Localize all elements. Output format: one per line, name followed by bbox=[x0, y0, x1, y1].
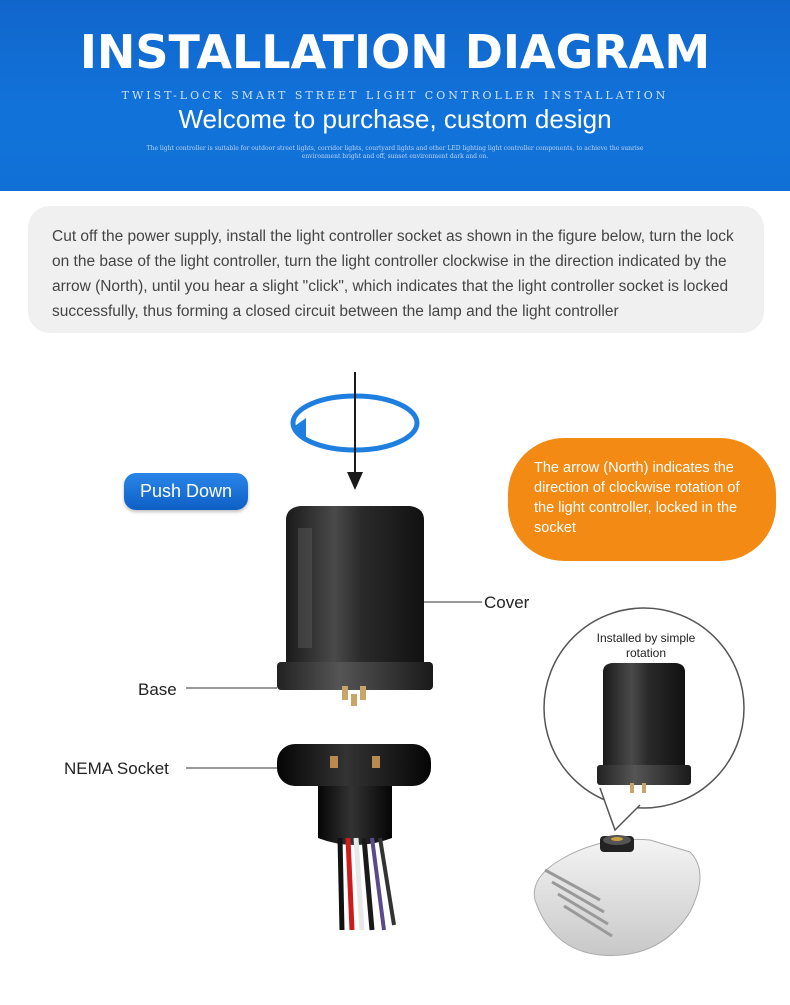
nema-socket bbox=[277, 744, 431, 845]
intro-text: Cut off the power supply, install the light controller socket as shown in the figure below, turn the lock on the base of the light controller, turn the light controller clockwise in the direction indicated by the arrow (North), until you hear a slight "click", which indicates that the light controller socket is locked successfully, thus forming a closed circuit between the lamp and the light controller bbox=[52, 228, 734, 320]
header-description: The light controller is suitable for outdoor street lights, corridor lights, courtyard lights and other LED lighting light controller components, to achieve the sunrise environment bright and off, sunset environment dark and on. bbox=[146, 145, 644, 160]
welcome-text: Welcome to purchase, custom design bbox=[178, 104, 612, 134]
push-down-badge: Push Down bbox=[124, 473, 248, 510]
label-cover: Cover bbox=[484, 593, 530, 612]
controller-cover bbox=[277, 506, 433, 706]
label-base: Base bbox=[138, 680, 177, 699]
push-down-arrow-icon bbox=[347, 372, 363, 490]
page-subtitle: TWIST-LOCK SMART STREET LIGHT CONTROLLER INSTALLATION bbox=[121, 89, 669, 102]
arrow-note-text: The arrow (North) indicates the direction of clockwise rotation of the light controller, locked in the socket bbox=[534, 460, 740, 536]
label-nema-socket: NEMA Socket bbox=[64, 759, 169, 778]
street-light-fixture bbox=[534, 835, 700, 955]
page-title: INSTALLATION DIAGRAM bbox=[79, 25, 711, 79]
bubble-caption: Installed by simple rotation bbox=[596, 631, 696, 660]
socket-wires bbox=[340, 838, 394, 930]
